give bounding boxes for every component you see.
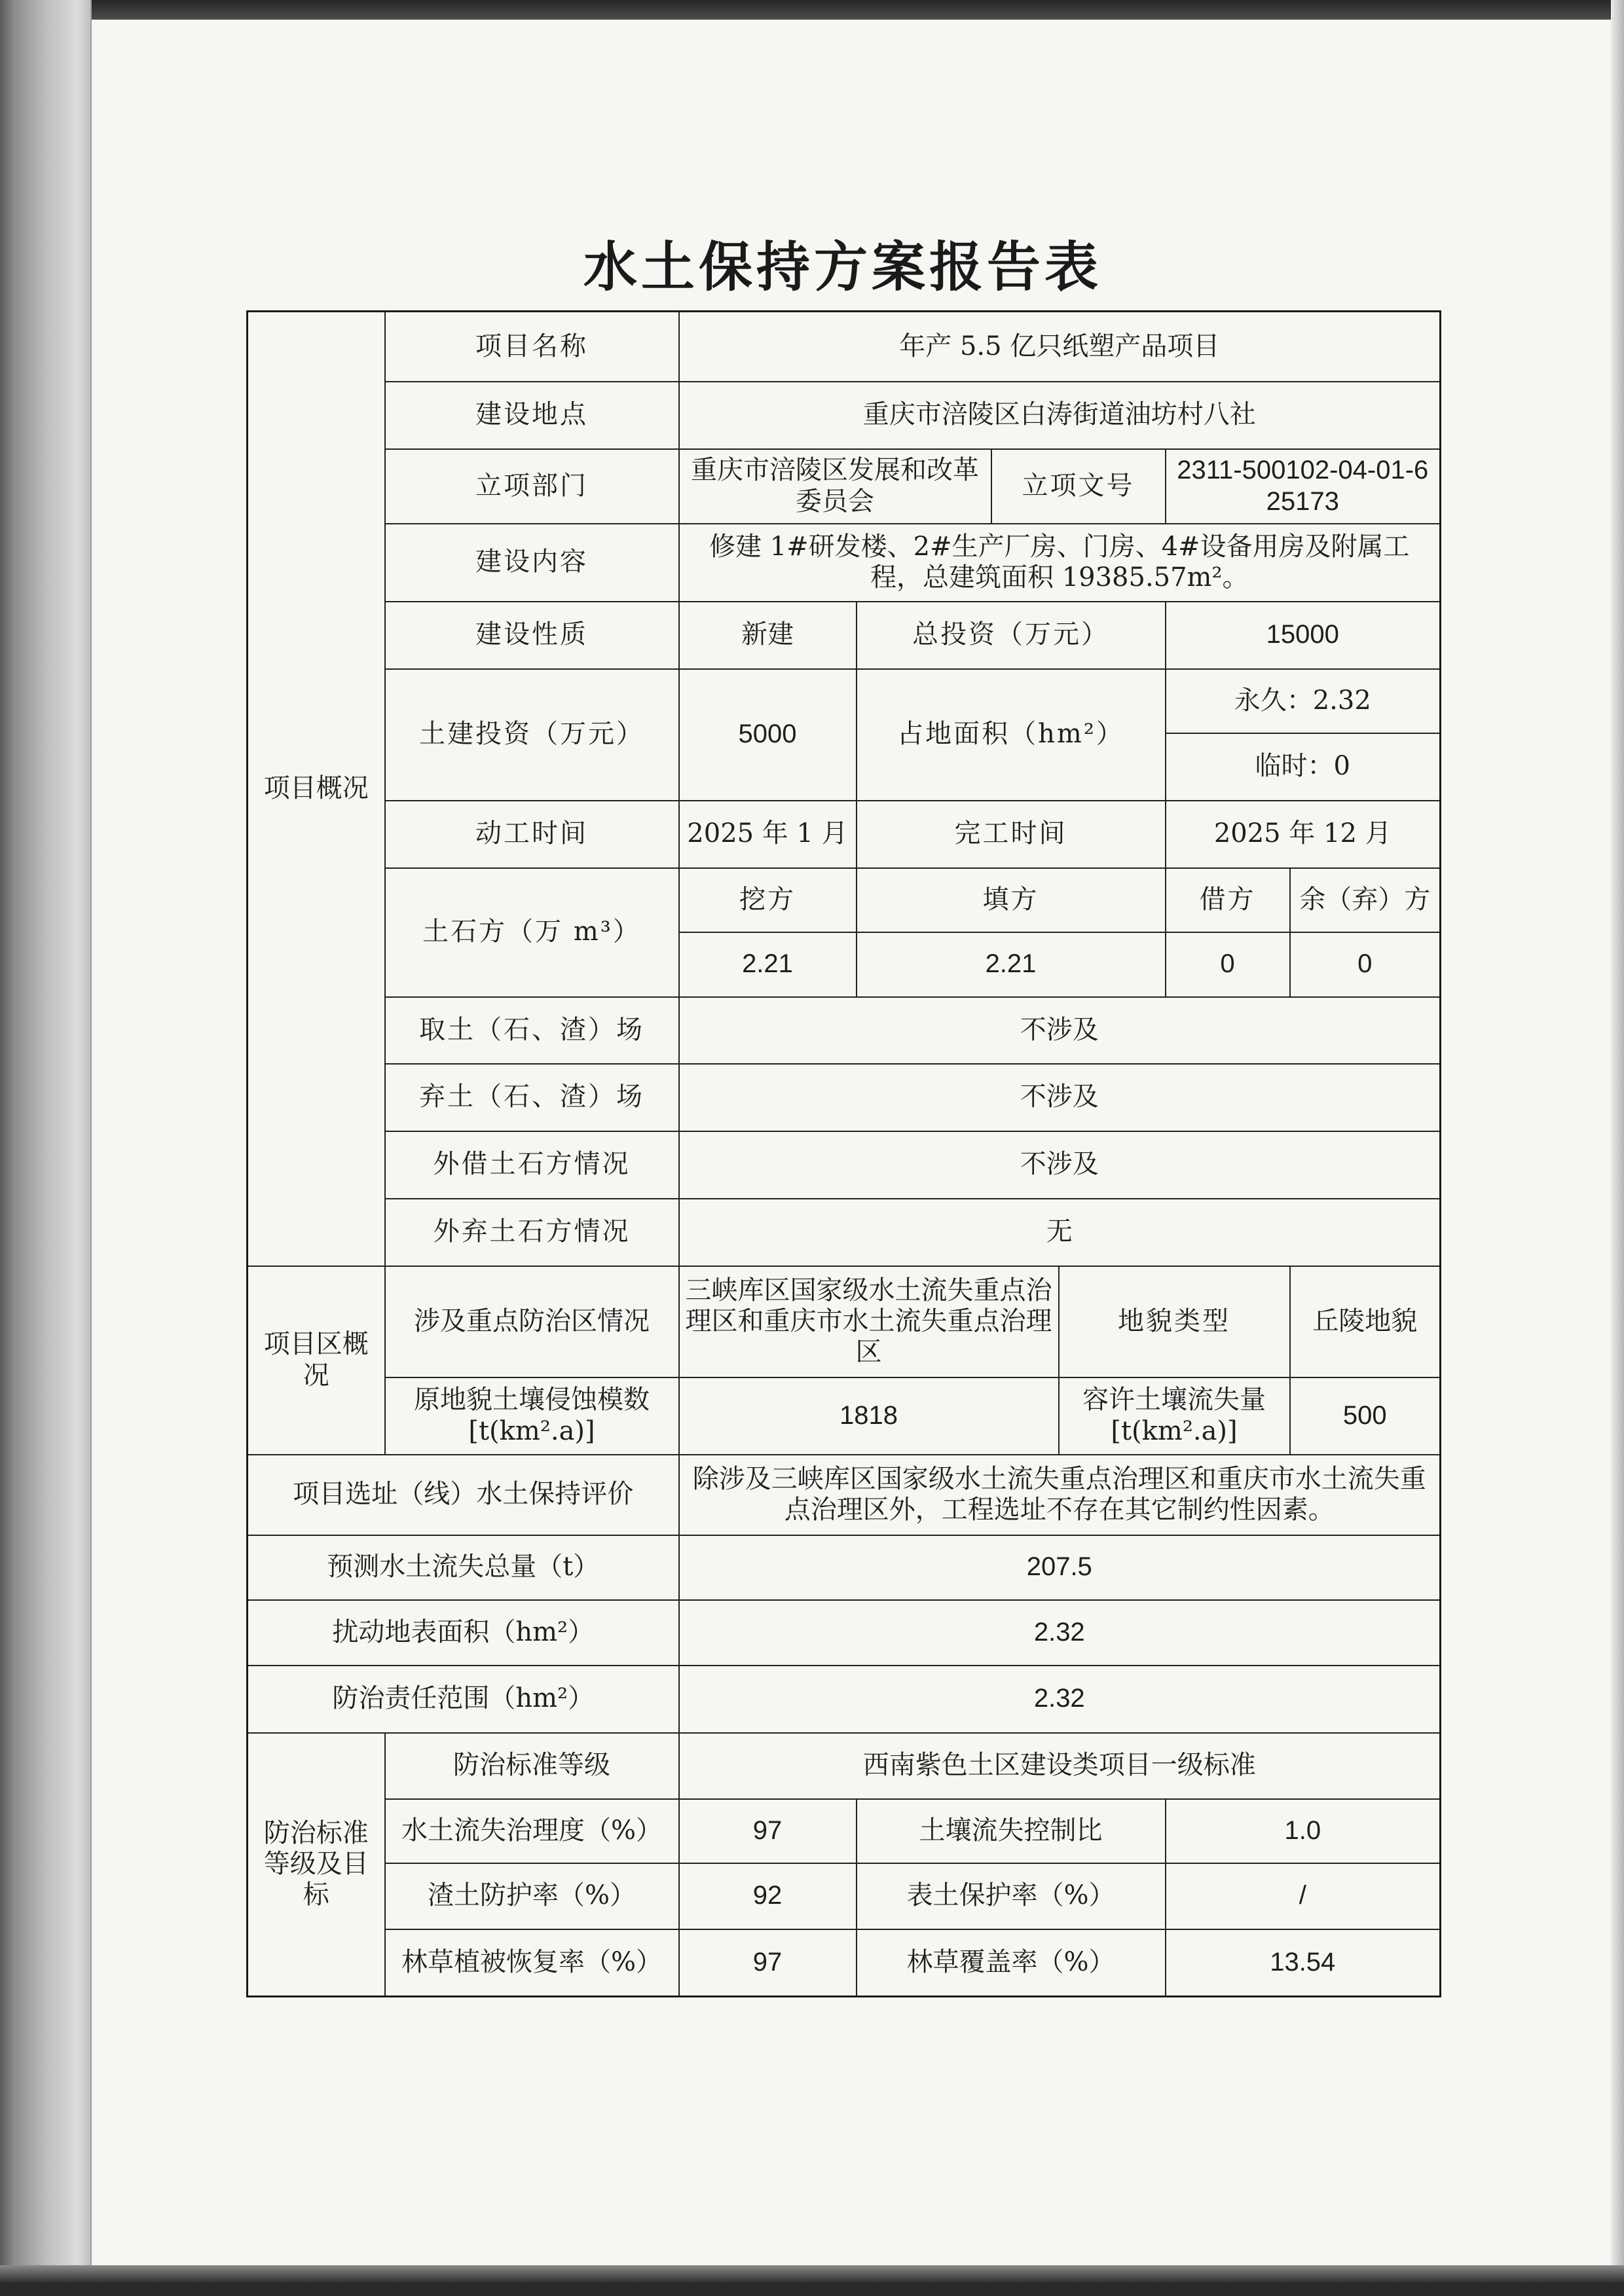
- start-time-label: 动工时间: [385, 801, 679, 868]
- earthwork-label: 土石方（万 m³）: [385, 868, 679, 997]
- target-label: 土壤流失控制比: [857, 1799, 1166, 1863]
- construction-content-label: 建设内容: [385, 524, 679, 602]
- table-row: [248, 1600, 1441, 1666]
- table-row: [248, 1535, 1441, 1600]
- table-row: [248, 1929, 1441, 1997]
- earthwork-header-surplus: 余（弃）方: [1290, 868, 1441, 932]
- table-row: [248, 1455, 1441, 1535]
- section-label-prevention: 防治标准等级及目标: [248, 1733, 385, 1997]
- scan-left-edge: [0, 0, 92, 2296]
- prevention-grade-label: 防治标准等级: [385, 1733, 679, 1799]
- responsibility-range-label: 防治责任范围（hm²）: [248, 1666, 679, 1733]
- disturbed-area-label: 扰动地表面积（hm²）: [248, 1600, 679, 1666]
- table-row: [248, 449, 1441, 524]
- table-row: [248, 669, 1441, 733]
- spoil-site-value: 不涉及: [679, 1064, 1441, 1131]
- earthwork-value-borrow: 0: [1166, 932, 1290, 997]
- approval-doc-value: 2311-500102-04-01-625173: [1166, 449, 1441, 524]
- table-row: [248, 1799, 1441, 1863]
- table-row: [248, 1733, 1441, 1799]
- table-row: [248, 602, 1441, 669]
- table-row: [248, 868, 1441, 932]
- table-row: [248, 1131, 1441, 1199]
- civil-investment-label: 土建投资（万元）: [385, 669, 679, 801]
- target-label: 林草植被恢复率（%）: [385, 1929, 679, 1997]
- target-label: 渣土防护率（%）: [385, 1863, 679, 1929]
- responsibility-range-value: 2.32: [679, 1666, 1441, 1733]
- project-name-value: 年产 5.5 亿只纸塑产品项目: [679, 312, 1441, 382]
- land-area-label: 占地面积（hm²）: [857, 669, 1166, 801]
- form-title: 水土保持方案报告表: [583, 236, 1102, 299]
- scan-right-edge: [1611, 0, 1624, 2265]
- earthwork-value-surplus: 0: [1290, 932, 1441, 997]
- project-name-label: 项目名称: [385, 312, 679, 382]
- key-zone-label: 涉及重点防治区情况: [385, 1266, 679, 1377]
- predicted-loss-label: 预测水土流失总量（t）: [248, 1535, 679, 1600]
- start-time-value: 2025 年 1 月: [679, 801, 857, 868]
- target-value: 92: [679, 1863, 857, 1929]
- erosion-modulus-value: 1818: [679, 1377, 1059, 1455]
- borrow-site-label: 取土（石、渣）场: [385, 997, 679, 1064]
- earthwork-header-borrow: 借方: [1166, 868, 1290, 932]
- site-assessment-value: 除涉及三峡库区国家级水土流失重点治理区和重庆市水土流失重点治理区外，工程选址不存在其它制约性因素。: [679, 1455, 1441, 1535]
- disturbed-area-value: 2.32: [679, 1600, 1441, 1666]
- predicted-loss-value: 207.5: [679, 1535, 1441, 1600]
- table-row: [248, 312, 1441, 382]
- construction-nature-value: 新建: [679, 602, 857, 669]
- target-value: /: [1166, 1863, 1441, 1929]
- earthwork-header-excavation: 挖方: [679, 868, 857, 932]
- construction-nature-label: 建设性质: [385, 602, 679, 669]
- table-row: [248, 1266, 1441, 1377]
- section-label-area-overview: 项目区概况: [248, 1266, 385, 1455]
- erosion-modulus-label: [385, 1377, 679, 1455]
- land-area-permanent: 永久：2.32: [1166, 669, 1441, 733]
- approval-dept-label: 立项部门: [385, 449, 679, 524]
- allowable-loss-value: 500: [1290, 1377, 1441, 1455]
- target-label: 林草覆盖率（%）: [857, 1929, 1166, 1997]
- allowable-loss-label-text: 容许土壤流失量: [1082, 1385, 1266, 1415]
- external-spoil-value: 无: [679, 1199, 1441, 1266]
- end-time-label: 完工时间: [857, 801, 1166, 868]
- report-table: [246, 310, 1441, 1997]
- erosion-modulus-unit: [t(km².a)]: [468, 1415, 595, 1446]
- table-row: [248, 1863, 1441, 1929]
- erosion-modulus-label-text: 原地貌土壤侵蚀模数: [414, 1385, 650, 1415]
- target-value: 13.54: [1166, 1929, 1441, 1997]
- scan-top-edge: [92, 0, 1624, 20]
- prevention-grade-value: 西南紫色土区建设类项目一级标准: [679, 1733, 1441, 1799]
- key-zone-value: 三峡库区国家级水土流失重点治理区和重庆市水土流失重点治理区: [679, 1266, 1059, 1377]
- target-label: 表土保护率（%）: [857, 1863, 1166, 1929]
- civil-investment-value: 5000: [679, 669, 857, 801]
- total-investment-value: 15000: [1166, 602, 1441, 669]
- land-area-temporary: 临时：0: [1166, 733, 1441, 801]
- approval-dept-value: 重庆市涪陵区发展和改革委员会: [679, 449, 991, 524]
- table-row: [248, 1199, 1441, 1266]
- external-borrow-label: 外借土石方情况: [385, 1131, 679, 1199]
- target-value: 97: [679, 1929, 857, 1997]
- end-time-value: 2025 年 12 月: [1166, 801, 1441, 868]
- table-row: [248, 382, 1441, 449]
- external-spoil-label: 外弃土石方情况: [385, 1199, 679, 1266]
- target-value: 1.0: [1166, 1799, 1441, 1863]
- allowable-loss-label: [1059, 1377, 1290, 1455]
- spoil-site-label: 弃土（石、渣）场: [385, 1064, 679, 1131]
- construction-content-value: 修建 1#研发楼、2#生产厂房、门房、4#设备用房及附属工程，总建筑面积 19385.57m²。: [679, 524, 1441, 602]
- approval-doc-label: 立项文号: [991, 449, 1166, 524]
- borrow-site-value: 不涉及: [679, 997, 1441, 1064]
- external-borrow-value: 不涉及: [679, 1131, 1441, 1199]
- total-investment-label: 总投资（万元）: [857, 602, 1166, 669]
- earthwork-header-fill: 填方: [857, 868, 1166, 932]
- table-row: [248, 997, 1441, 1064]
- section-label-overview: 项目概况: [248, 312, 385, 1266]
- location-value: 重庆市涪陵区白涛街道油坊村八社: [679, 382, 1441, 449]
- allowable-loss-unit: [t(km².a)]: [1111, 1415, 1238, 1446]
- earthwork-value-fill: 2.21: [857, 932, 1166, 997]
- target-value: 97: [679, 1799, 857, 1863]
- table-row: [248, 1377, 1441, 1455]
- target-label: 水土流失治理度（%）: [385, 1799, 679, 1863]
- table-row: [248, 1064, 1441, 1131]
- scan-bottom-edge: [0, 2265, 1624, 2296]
- earthwork-value-excavation: 2.21: [679, 932, 857, 997]
- location-label: 建设地点: [385, 382, 679, 449]
- table-row: [248, 1666, 1441, 1733]
- table-row: [248, 801, 1441, 868]
- landform-value: 丘陵地貌: [1290, 1266, 1441, 1377]
- landform-label: 地貌类型: [1059, 1266, 1290, 1377]
- table-row: [248, 524, 1441, 602]
- site-assessment-label: 项目选址（线）水土保持评价: [248, 1455, 679, 1535]
